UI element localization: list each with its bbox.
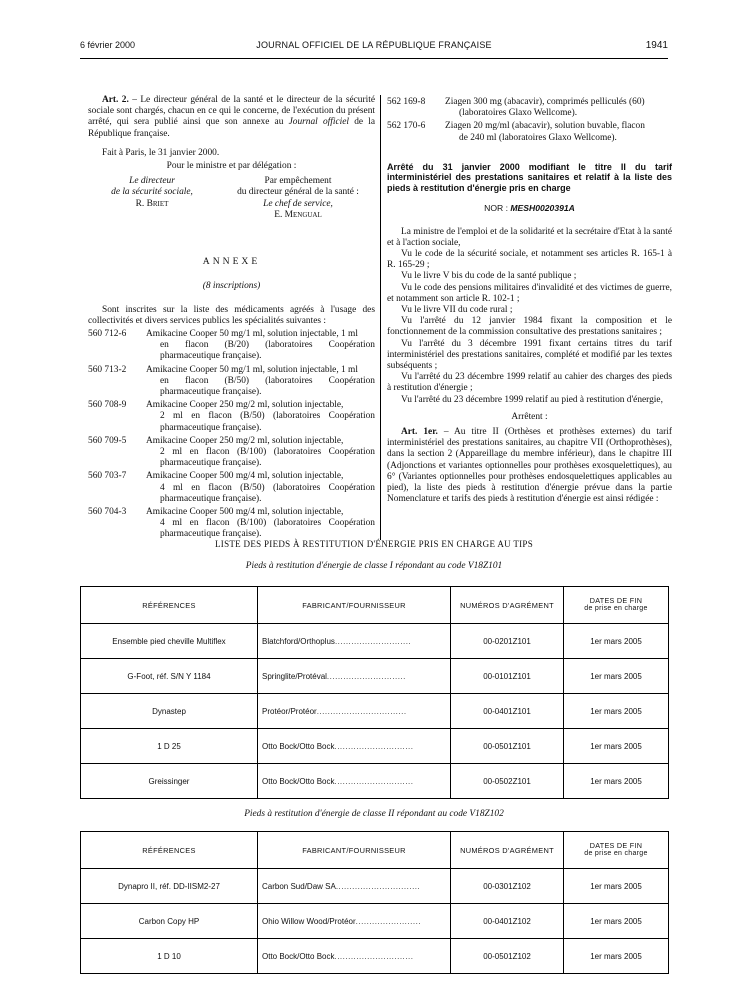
header-rule [80,58,668,59]
cell-numero-agrement: 00-0401Z102 [451,904,564,939]
leader-dots: ............................. [334,776,414,786]
inscriptions-count: (8 inscriptions) [202,281,261,292]
table-row [81,869,669,904]
table-1-caption: Pieds à restitution d'énergie de classe I répondant au code V18Z101 [245,561,503,571]
medication-text [144,471,375,505]
article-1 [387,427,672,505]
cell-numero-agrement: 00-0201Z101 [451,624,564,659]
article-1-label: Art. 1er. [401,426,438,437]
list-title: LISTE DES PIEDS À RESTITUTION D'ÉNERGIE PRIS EN CHARGE AU TIPS [214,539,534,549]
article-2 [88,95,375,140]
medication-entry [88,471,375,505]
table-row [81,659,669,694]
medication-line: en flacon (B/50) (laboratoires Coopération pharmaceutique française). [160,375,375,398]
table-2-caption: Pieds à restitution d'énergie de classe II répondant au code V18Z102 [244,809,504,819]
cell-reference: Greissinger [81,764,258,799]
left-column [88,95,375,541]
medication-text [144,400,375,434]
medication-line: Ziagen 300 mg (abacavir), comprimés pelliculés (60) [445,97,645,107]
medication-line: 4 ml en flacon (B/50) (laboratoires Coopération pharmaceutique française). [160,482,375,504]
medication-text [144,329,375,363]
medication-code: 560 712-6 [88,329,127,340]
header-fabricant: FABRICANT/FOURNISSEUR [258,832,451,869]
medication-text [144,507,375,541]
cell-date-fin: 1er mars 2005 [564,939,669,974]
visa-paragraph: Vu le code des pensions militaires d'invalidité et des victimes de guerre, et notamment son article R. 102-1 ; [387,282,672,304]
signatures [88,176,375,236]
header-dates-line-2: de prise en charge [584,850,648,857]
medication-entry [88,400,375,434]
page-header [80,40,668,56]
sig-right-line: du directeur général de la santé : [237,187,359,198]
header-numeros: NUMÉROS D'AGRÉMENT [451,832,564,869]
table-row [81,729,669,764]
arrete-title: Arrêté du 31 janvier 2000 modifiant le titre II du tarif interministériel des prestations sanitaires et relatif à la liste des pieds à restitution d'énergie pris en charge [387,161,672,193]
fait-a-paris: Fait à Paris, le 31 janvier 2000. [102,147,220,158]
fabricant-name: Carbon Sud/Daw SA [262,881,336,891]
medication-entry [88,365,375,399]
nor-reference [387,203,672,214]
medication-text [144,436,375,470]
article-2-text: – Le directeur général de la santé et le directeur de la sécurité sociale sont chargés, chacun en ce qui le concerne, de l'exécution du présent arrêté, qui sera publié ainsi que son annexe au [88,95,375,128]
table-row [81,939,669,974]
article-2-label: Art. 2. [102,95,129,105]
medication-line: 4 ml en flacon (B/100) (laboratoires Coopération pharmaceutique française). [160,518,375,540]
table-class-1 [80,586,669,799]
cell-date-fin: 1er mars 2005 [564,694,669,729]
header-date: 6 février 2000 [80,40,136,50]
cell-reference: Ensemble pied cheville Multiflex [81,624,258,659]
visa-paragraph: Vu le code de la sécurité sociale, et notamment ses articles R. 165-1 à R. 165-29 ; [387,248,672,271]
cell-fabricant [258,659,451,694]
cell-date-fin: 1er mars 2005 [564,624,669,659]
cell-reference: Dynapro II, réf. DD-IISM2-27 [81,869,258,904]
page-number: 1941 [645,40,668,51]
header-dates-fin [564,587,669,624]
medication-code: 560 703-7 [88,471,127,482]
medication-line: (laboratoires Glaxo Wellcome). [459,108,578,119]
table-row [81,624,669,659]
header-dates-line-1: DATES DE FIN [589,841,643,850]
visa-paragraph: Vu l'arrêté du 12 janvier 1984 fixant la composition et le fonctionnement de la commission consultative des prestations sanitaires ; [387,316,672,338]
medication-text [443,97,672,119]
medication-line: Amikacine Cooper 50 mg/1 ml, solution injectable, 1 ml [146,329,358,340]
sig-right-line: Par empêchement [264,176,332,187]
fabricant-name: Protéor/Protéor [262,706,317,716]
medication-line: Ziagen 20 mg/ml (abacavir), solution buvable, flacon [445,121,645,132]
cell-date-fin: 1er mars 2005 [564,764,669,799]
medication-entry [387,121,672,143]
cell-date-fin: 1er mars 2005 [564,729,669,764]
header-dates-line-2: de prise en charge [584,605,648,612]
cell-fabricant [258,764,451,799]
fabricant-name: Otto Bock/Otto Bock [262,776,335,786]
medication-line: Amikacine Cooper 500 mg/4 ml, solution injectable, [146,471,344,482]
header-references: RÉFÉRENCES [81,832,258,869]
medication-line: Amikacine Cooper 500 mg/4 ml, solution injectable, [146,507,344,518]
fabricant-name: Springlite/Protéval [262,671,327,681]
cell-date-fin: 1er mars 2005 [564,659,669,694]
cell-fabricant [258,939,451,974]
cell-numero-agrement: 00-0502Z101 [451,764,564,799]
visa-paragraph: Vu l'arrêté du 23 décembre 1999 relatif au pied à restitution d'énergie, [401,394,663,405]
medication-line: en flacon (B/20) (laboratoires Coopération pharmaceutique française). [160,340,375,362]
medication-text [443,121,672,143]
medication-line: 2 ml en flacon (B/50) (laboratoires Coopération pharmaceutique française). [160,411,375,433]
header-fabricant: FABRICANT/FOURNISSEUR [258,587,451,624]
fabricant-name: Otto Bock/Otto Bock [262,741,335,751]
visa-paragraph: Vu le livre VII du code rural ; [401,304,513,315]
leader-dots: ............................. [334,951,414,961]
visa-paragraph: La ministre de l'emploi et de la solidarité et la secrétaire d'Etat à la santé et à l'action sociale, [387,226,672,248]
header-references: RÉFÉRENCES [81,587,258,624]
cell-fabricant [258,729,451,764]
medication-line: de 240 ml (laboratoires Glaxo Wellcome). [459,132,617,143]
medication-line: Amikacine Cooper 250 mg/2 ml, solution injectable, [146,435,344,446]
right-medication-list [387,97,672,144]
annexe-heading: ANNEXE [202,256,261,268]
right-column [387,95,672,505]
cell-reference: G-Foot, réf. S/N Y 1184 [81,659,258,694]
visa-paragraph: Vu l'arrêté du 3 décembre 1991 fixant certains titres du tarif interministériel des prestations sanitaires, complété et modifié par les textes subséquents ; [387,338,672,371]
sig-left-line: de la sécurité sociale, [111,187,193,198]
medication-code: 560 713-2 [88,364,127,375]
table-row [81,904,669,939]
medication-code: 562 170-6 [387,121,426,132]
signature-right [223,176,373,221]
arretent: Arrêtent : [511,411,548,422]
medication-line: 2 ml en flacon (B/100) (laboratoires Coopération pharmaceutique française). [160,447,375,469]
fabricant-name: Ohio Willow Wood/Protéor [262,916,356,926]
sig-right-line: Le chef de service, [263,198,333,209]
cell-date-fin: 1er mars 2005 [564,869,669,904]
sig-right-name: E. Mengual [274,209,322,220]
medication-entry [88,329,375,363]
left-medication-list [88,329,375,541]
fabricant-name: Blatchford/Orthoplus [262,636,335,646]
header-dates-line-1: DATES DE FIN [589,596,643,605]
medication-code: 560 704-3 [88,507,127,518]
leader-dots: ............................. [334,741,414,751]
leader-dots: ............................... [335,881,421,891]
medication-code: 562 169-8 [387,97,426,107]
medication-code: 560 709-5 [88,435,127,446]
visa-paragraph: Vu l'arrêté du 23 décembre 1999 relatif au cahier des charges des pieds à restitution d'énergie ; [387,372,672,394]
cell-reference: Carbon Copy HP [81,904,258,939]
nor-code: MESH0020391A [510,203,575,214]
cell-date-fin: 1er mars 2005 [564,904,669,939]
sig-left-name: R. Briet [135,198,169,209]
cell-fabricant [258,694,451,729]
table-class-2 [80,831,669,974]
header-numeros: NUMÉROS D'AGRÉMENT [451,587,564,624]
header-dates-fin [564,832,669,869]
cell-fabricant [258,624,451,659]
cell-numero-agrement: 00-0101Z101 [451,659,564,694]
medication-entry [88,507,375,541]
cell-numero-agrement: 00-0401Z101 [451,694,564,729]
article-1-text: – Au titre II (Orthèses et prothèses externes) du tarif interministériel des prestations sanitaires, au chapitre VII (Orthoprothèses), dans la section 2 (Appareillage du membre inférieur), dans le chapitre III (Adjonctions et variantes optionnelles pour prothèses exosquelettiques), au 6° (Variantes optionnelles pour prothèses endosquelettiques applicables au pied), la liste des pieds à restitution d'énergie prévue dans la partie Nomenclature et tarifs des pieds à restitution d'énergie est ainsi rédigée : [387,426,673,505]
cell-numero-agrement: 00-0501Z101 [451,729,564,764]
table-header-row [81,832,669,869]
column-divider [380,95,381,540]
cell-fabricant [258,904,451,939]
leader-dots: ................................. [316,706,407,716]
nor-label: NOR : [484,203,511,214]
cell-reference: 1 D 10 [81,939,258,974]
article-2-jo: Journal officiel [288,117,349,128]
cell-numero-agrement: 00-0501Z102 [451,939,564,974]
annexe-intro: Sont inscrites sur la liste des médicaments agréés à l'usage des collectivités et divers services publics les spécialités suivantes : [88,304,375,326]
fabricant-name: Otto Bock/Otto Bock [262,951,335,961]
visas-list [387,227,672,406]
table-row [81,694,669,729]
leader-dots: ............................. [326,671,406,681]
signature-left [102,176,202,210]
table-header-row [81,587,669,624]
cell-reference: Dynastep [81,694,258,729]
article-2-end: de la République française. [88,117,376,139]
cell-reference: 1 D 25 [81,729,258,764]
medication-entry [387,97,672,119]
cell-numero-agrement: 00-0301Z102 [451,869,564,904]
leader-dots: ........................ [355,916,422,926]
medication-code: 560 708-9 [88,400,127,411]
journal-title: JOURNAL OFFICIEL DE LA RÉPUBLIQUE FRANÇAISE [256,40,492,50]
visa-paragraph: Vu le livre V bis du code de la santé publique ; [401,271,577,282]
pour-le-ministre: Pour le ministre et par délégation : [166,161,297,172]
medication-line: Amikacine Cooper 50 mg/1 ml, solution injectable, 1 ml [146,364,358,375]
medication-line: Amikacine Cooper 250 mg/2 ml, solution injectable, [146,400,344,411]
medication-entry [88,436,375,470]
medication-text [144,365,375,399]
cell-fabricant [258,869,451,904]
sig-left-line: Le directeur [129,176,175,187]
leader-dots: ............................ [334,636,412,646]
table-row [81,764,669,799]
